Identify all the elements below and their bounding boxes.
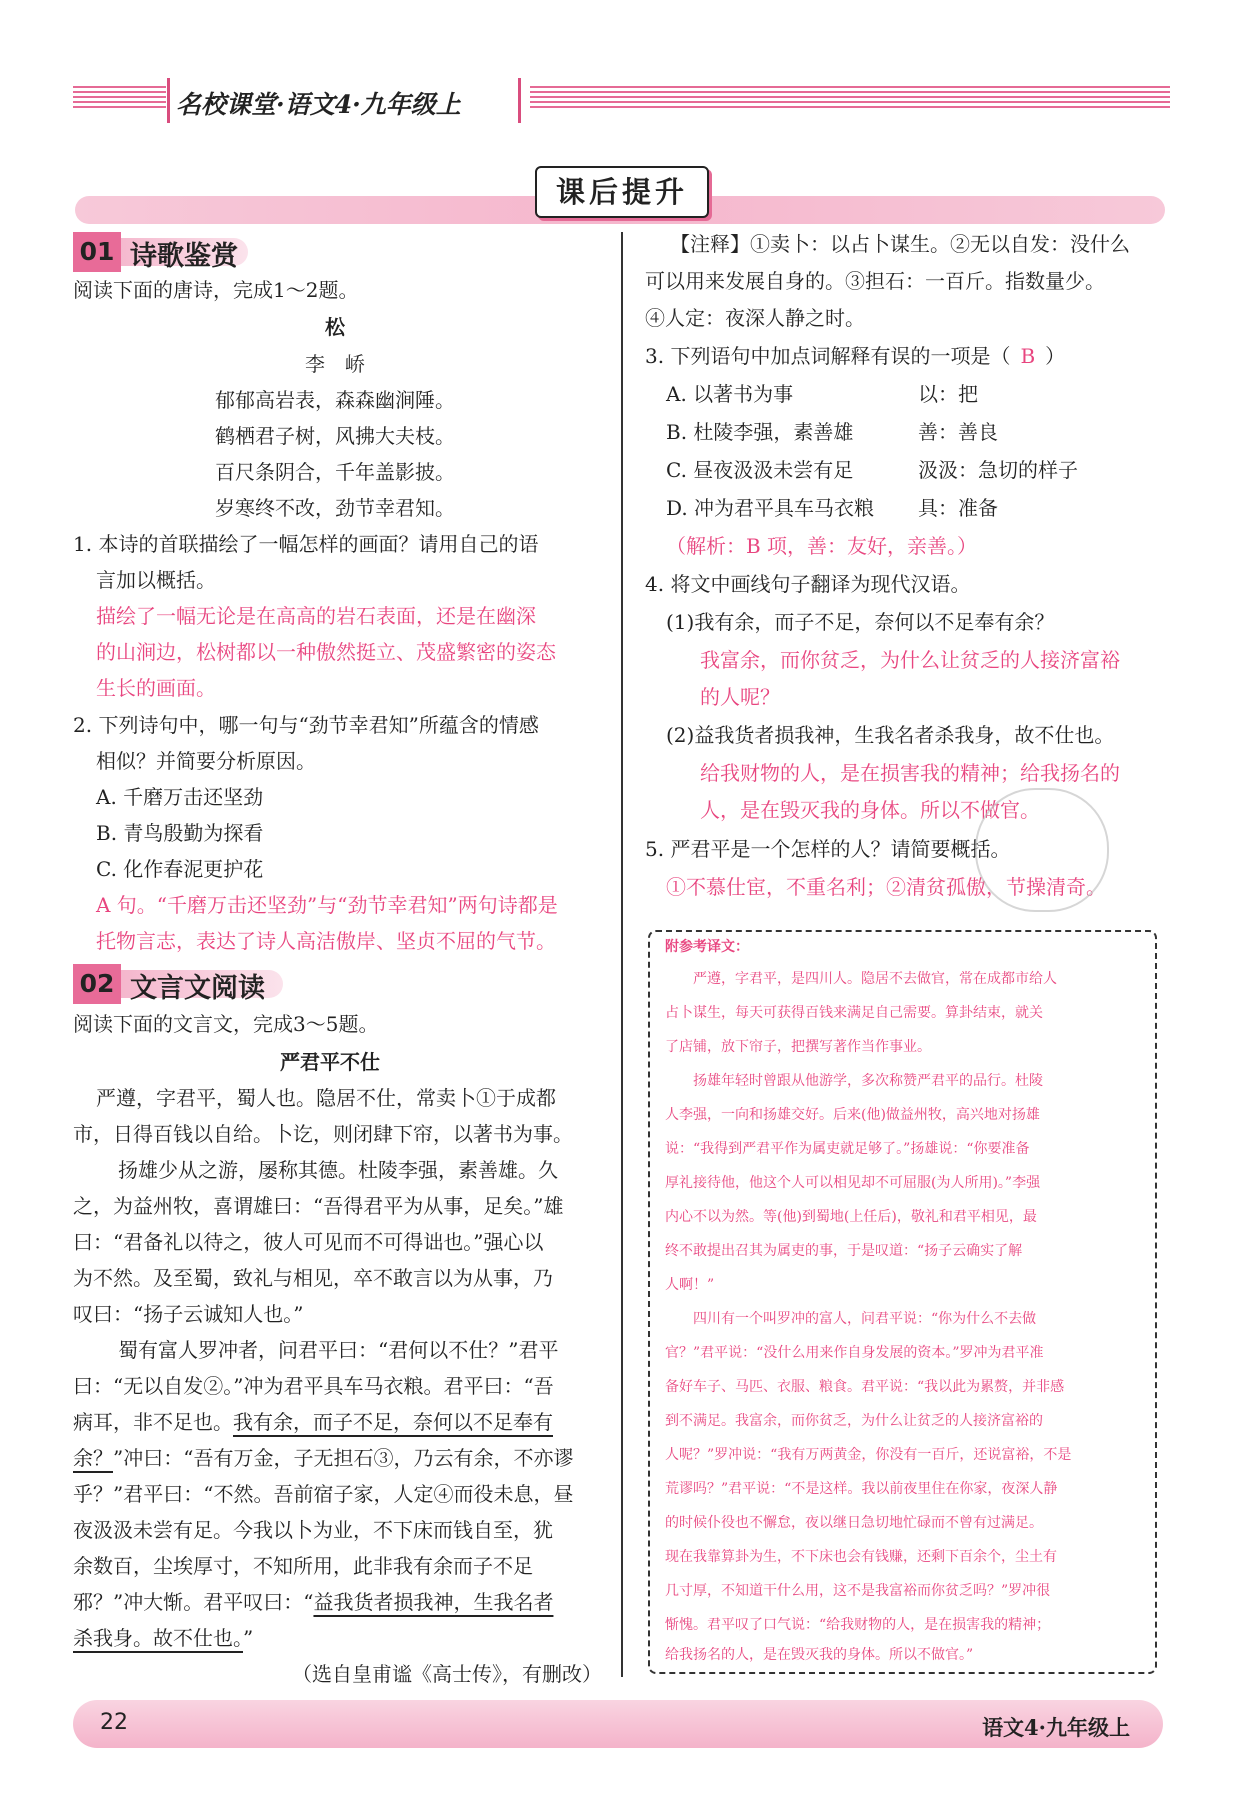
underlined-sentence-1: 我有余，而子不足，奈何以不足奉有 (233, 1410, 553, 1434)
q3-option: D. 冲为君平具车马衣粮 (666, 496, 875, 520)
watermark-stamp (975, 788, 1109, 912)
q3-answer: B (1020, 344, 1036, 368)
classical-line: 叹曰：“扬子云诚知人也。” (73, 1302, 304, 1326)
q2-option: B. 青鸟殷勤为探看 (96, 821, 264, 845)
reference-line: 人啊！” (665, 1277, 715, 1293)
reference-line: 现在我靠算卦为生，不下床也会有钱赚，还剩下百余个，尘土有 (665, 1549, 1057, 1565)
sec1-intro: 阅读下面的唐诗，完成1～2题。 (73, 278, 359, 302)
underlined-sentence-2-end: 杀我身。故不仕也。 (73, 1626, 243, 1650)
header-title: 名校课堂·语文4·九年级上 (176, 90, 461, 119)
header-divider-left (167, 78, 170, 123)
poem-author: 李 峤 (305, 352, 365, 376)
q1-stem: 言加以概括。 (96, 568, 216, 592)
q1-stem: 1. 本诗的首联描绘了一幅怎样的画面？请用自己的语 (73, 532, 539, 556)
q3-option: A. 以著书为事 (666, 382, 794, 406)
poem-line: 郁郁高岩表，森森幽涧陲。 (215, 388, 455, 412)
reference-line: 荒谬吗？”君平说：“不是这样。我以前夜里住在你家，夜深人静 (665, 1481, 1058, 1497)
q3-option: C. 昼夜汲汲未尝有足 (666, 458, 854, 482)
q2-stem: 相似？并简要分析原因。 (96, 749, 316, 773)
q1-answer: 的山涧边，松树都以一种傲然挺立、茂盛繁密的姿态 (96, 640, 556, 664)
reference-line: 人李强，一向和扬雄交好。后来(他)做益州牧，高兴地对扬雄 (665, 1107, 1040, 1123)
q4-sub2: (2)益我货者损我神，生我名者杀我身，故不仕也。 (666, 723, 1115, 747)
sec2-intro: 阅读下面的文言文，完成3～5题。 (73, 1012, 379, 1036)
notes-line: ④人定：夜深人静之时。 (645, 306, 865, 330)
classical-line (73, 1445, 573, 1472)
notes-line: 可以用来发展自身的。③担石：一百斤。指数量少。 (645, 269, 1105, 293)
classical-line (73, 1589, 553, 1616)
classical-line: 蜀有富人罗冲者，问君平曰：“君何以不仕？”君平 (118, 1338, 559, 1362)
header-rule-right (530, 86, 1170, 112)
classical-line: 夜汲汲未尝有足。今我以卜为业，不下床而钱自至，犹 (73, 1518, 553, 1542)
classical-line: 余数百，尘埃厚寸，不知所用，此非我有余而子不足 (73, 1554, 533, 1578)
q5-stem: 5. 严君平是一个怎样的人？请简要概括。 (645, 837, 1011, 861)
reference-line: 四川有一个叫罗冲的富人，问君平说：“你为什么不去做 (665, 1311, 1037, 1327)
reference-line: 几寸厚，不知道干什么用，这不是我富裕而你贫乏吗？”罗冲很 (665, 1583, 1051, 1599)
source-citation: （选自皇甫谧《高士传》，有删改） (292, 1662, 602, 1686)
reference-line: 人呢？”罗冲说：“我有万两黄金，你没有一百斤，还说富裕，不是 (665, 1447, 1072, 1463)
q2-answer: A 句。“千磨万击还坚劲”与“劲节幸君知”两句诗都是 (96, 893, 558, 917)
classical-segment: ” (243, 1626, 254, 1650)
notes-line: 【注释】①卖卜：以占卜谋生。②无以自发：没什么 (670, 232, 1130, 256)
poem-line: 岁寒终不改，劲节幸君知。 (215, 496, 455, 520)
sec2-title: 文言文阅读 (130, 973, 265, 1004)
q3-gloss: 善：善良 (918, 420, 998, 444)
q2-option: A. 千磨万击还坚劲 (96, 785, 264, 809)
classical-line (73, 1409, 553, 1436)
reference-line: 扬雄年轻时曾跟从他游学，多次称赞严君平的品行。杜陵 (665, 1073, 1043, 1089)
classical-line: 之，为益州牧，喜谓雄曰：“吾得君平为从事，足矣。”雄 (73, 1194, 564, 1218)
underlined-sentence-2: 益我货者损我神，生我名者 (313, 1590, 554, 1614)
header-divider-right (518, 78, 521, 123)
classical-line: 市，日得百钱以自给。卜讫，则闭肆下帘，以著书为事。 (73, 1122, 573, 1146)
q3-analysis: （解析：B 项，善：友好，亲善。） (666, 534, 978, 558)
reference-line: 到不满足。我富余，而你贫乏，为什么让贫乏的人接济富裕的 (665, 1413, 1043, 1429)
q3-stem: 3. 下列语句中加点词解释有误的一项是（ B ） (645, 344, 1066, 368)
classical-line: 为不然。及至蜀，致礼与相见，卒不敢言以为从事，乃 (73, 1266, 553, 1290)
underlined-sentence-1-end: 余？ (73, 1446, 113, 1470)
reference-line: 了店铺，放下帘子，把撰写著作当作事业。 (665, 1039, 931, 1055)
q4-answer1: 的人呢？ (700, 685, 780, 709)
q3-option: B. 杜陵李强，素善雄 (666, 420, 854, 444)
poem-line: 鹤栖君子树，风拂大夫枝。 (215, 424, 455, 448)
reference-line: 的时候仆役也不懈怠，夜以继日急切地忙碌而不曾有过满足。 (665, 1515, 1043, 1531)
reference-line: 占卜谋生，每天可获得百钱来满足自己需要。算卦结束，就关 (665, 1005, 1043, 1021)
classical-segment: 邪？”冲大惭。君平叹曰：“ (73, 1590, 314, 1614)
q2-stem: 2. 下列诗句中，哪一句与“劲节幸君知”所蕴含的情感 (73, 713, 539, 737)
q4-sub1: (1)我有余，而子不足，奈何以不足奉有余？ (666, 610, 1055, 634)
reference-line: 给我扬名的人，是在毁灭我的身体。所以不做官。” (665, 1647, 974, 1663)
page-number: 22 (100, 1710, 128, 1735)
q4-stem: 4. 将文中画线句子翻译为现代汉语。 (645, 572, 971, 596)
q2-option: C. 化作春泥更护花 (96, 857, 264, 881)
reference-line: 备好车子、马匹、衣服、粮食。君平说：“我以此为累赘，并非感 (665, 1379, 1065, 1395)
reference-line: 厚礼接待他，他这个人可以相见却不可屈服(为人所用)。”李强 (665, 1175, 1041, 1191)
classical-line (73, 1625, 253, 1652)
reference-line: 说：“我得到严君平作为属吏就足够了。”扬雄说：“你要准备 (665, 1141, 1030, 1157)
reference-line: 官？”君平说：“没什么用来作自身发展的资本。”罗冲为君平准 (665, 1345, 1044, 1361)
q1-answer: 描绘了一幅无论是在高高的岩石表面，还是在幽深 (96, 604, 536, 628)
q3-gloss: 以：把 (918, 382, 978, 406)
sec1-title: 诗歌鉴赏 (130, 241, 238, 272)
classical-segment: 病耳，非不足也。 (73, 1410, 233, 1434)
reference-line: 惭愧。君平叹了口气说：“给我财物的人，是在损害我的精神； (665, 1617, 1051, 1633)
q1-answer: 生长的画面。 (96, 676, 216, 700)
classical-text-title: 严君平不仕 (280, 1050, 380, 1074)
reference-line: 严遵，字君平，是四川人。隐居不去做官，常在成都市给人 (665, 971, 1057, 987)
reference-line: 内心不以为然。等(他)到蜀地(上任后)，敬礼和君平相见，最 (665, 1209, 1037, 1225)
q4-answer2: 给我财物的人，是在损害我的精神；给我扬名的 (700, 761, 1120, 785)
q4-answer1: 我富余，而你贫乏，为什么让贫乏的人接济富裕 (700, 648, 1120, 672)
q3-gloss: 汲汲：急切的样子 (918, 458, 1078, 482)
column-divider (621, 232, 623, 1677)
sec1-number: 01 (73, 232, 121, 272)
classical-line: 乎？”君平曰：“不然。吾前宿子家，人定④而役未息，昼 (73, 1482, 574, 1506)
reference-title: 附参考译文： (665, 939, 749, 955)
classical-line: 扬雄少从之游，屡称其德。杜陵李强，素善雄。久 (118, 1158, 558, 1182)
poem-line: 百尺条阴合，千年盖影披。 (215, 460, 455, 484)
q2-answer: 托物言志，表达了诗人高洁傲岸、坚贞不屈的气节。 (96, 929, 556, 953)
q3-gloss: 具：准备 (918, 496, 998, 520)
poem-title: 松 (325, 315, 345, 339)
classical-segment: ”冲曰：“吾有万金，子无担石③，乃云有余，不亦谬 (113, 1446, 574, 1470)
header-rule-left (73, 86, 166, 112)
q5-answer: ①不慕仕宦，不重名利；②清贫孤傲，节操清奇。 (666, 875, 1106, 899)
reference-line: 终不敢提出召其为属吏的事，于是叹道：“扬子云确实了解 (665, 1243, 1023, 1259)
classical-line: 曰：“无以自发②。”冲为君平具车马衣粮。君平曰：“吾 (73, 1374, 554, 1398)
banner-title: 课后提升 (535, 166, 709, 218)
sec2-number: 02 (73, 964, 121, 1004)
q4-answer2: 人，是在毁灭我的身体。所以不做官。 (700, 798, 1040, 822)
footer-title: 语文4·九年级上 (982, 1715, 1130, 1740)
classical-line: 严遵，字君平，蜀人也。隐居不仕，常卖卜①于成都 (96, 1086, 556, 1110)
classical-line: 曰：“君备礼以待之，彼人可见而不可得诎也。”强心以 (73, 1230, 544, 1254)
